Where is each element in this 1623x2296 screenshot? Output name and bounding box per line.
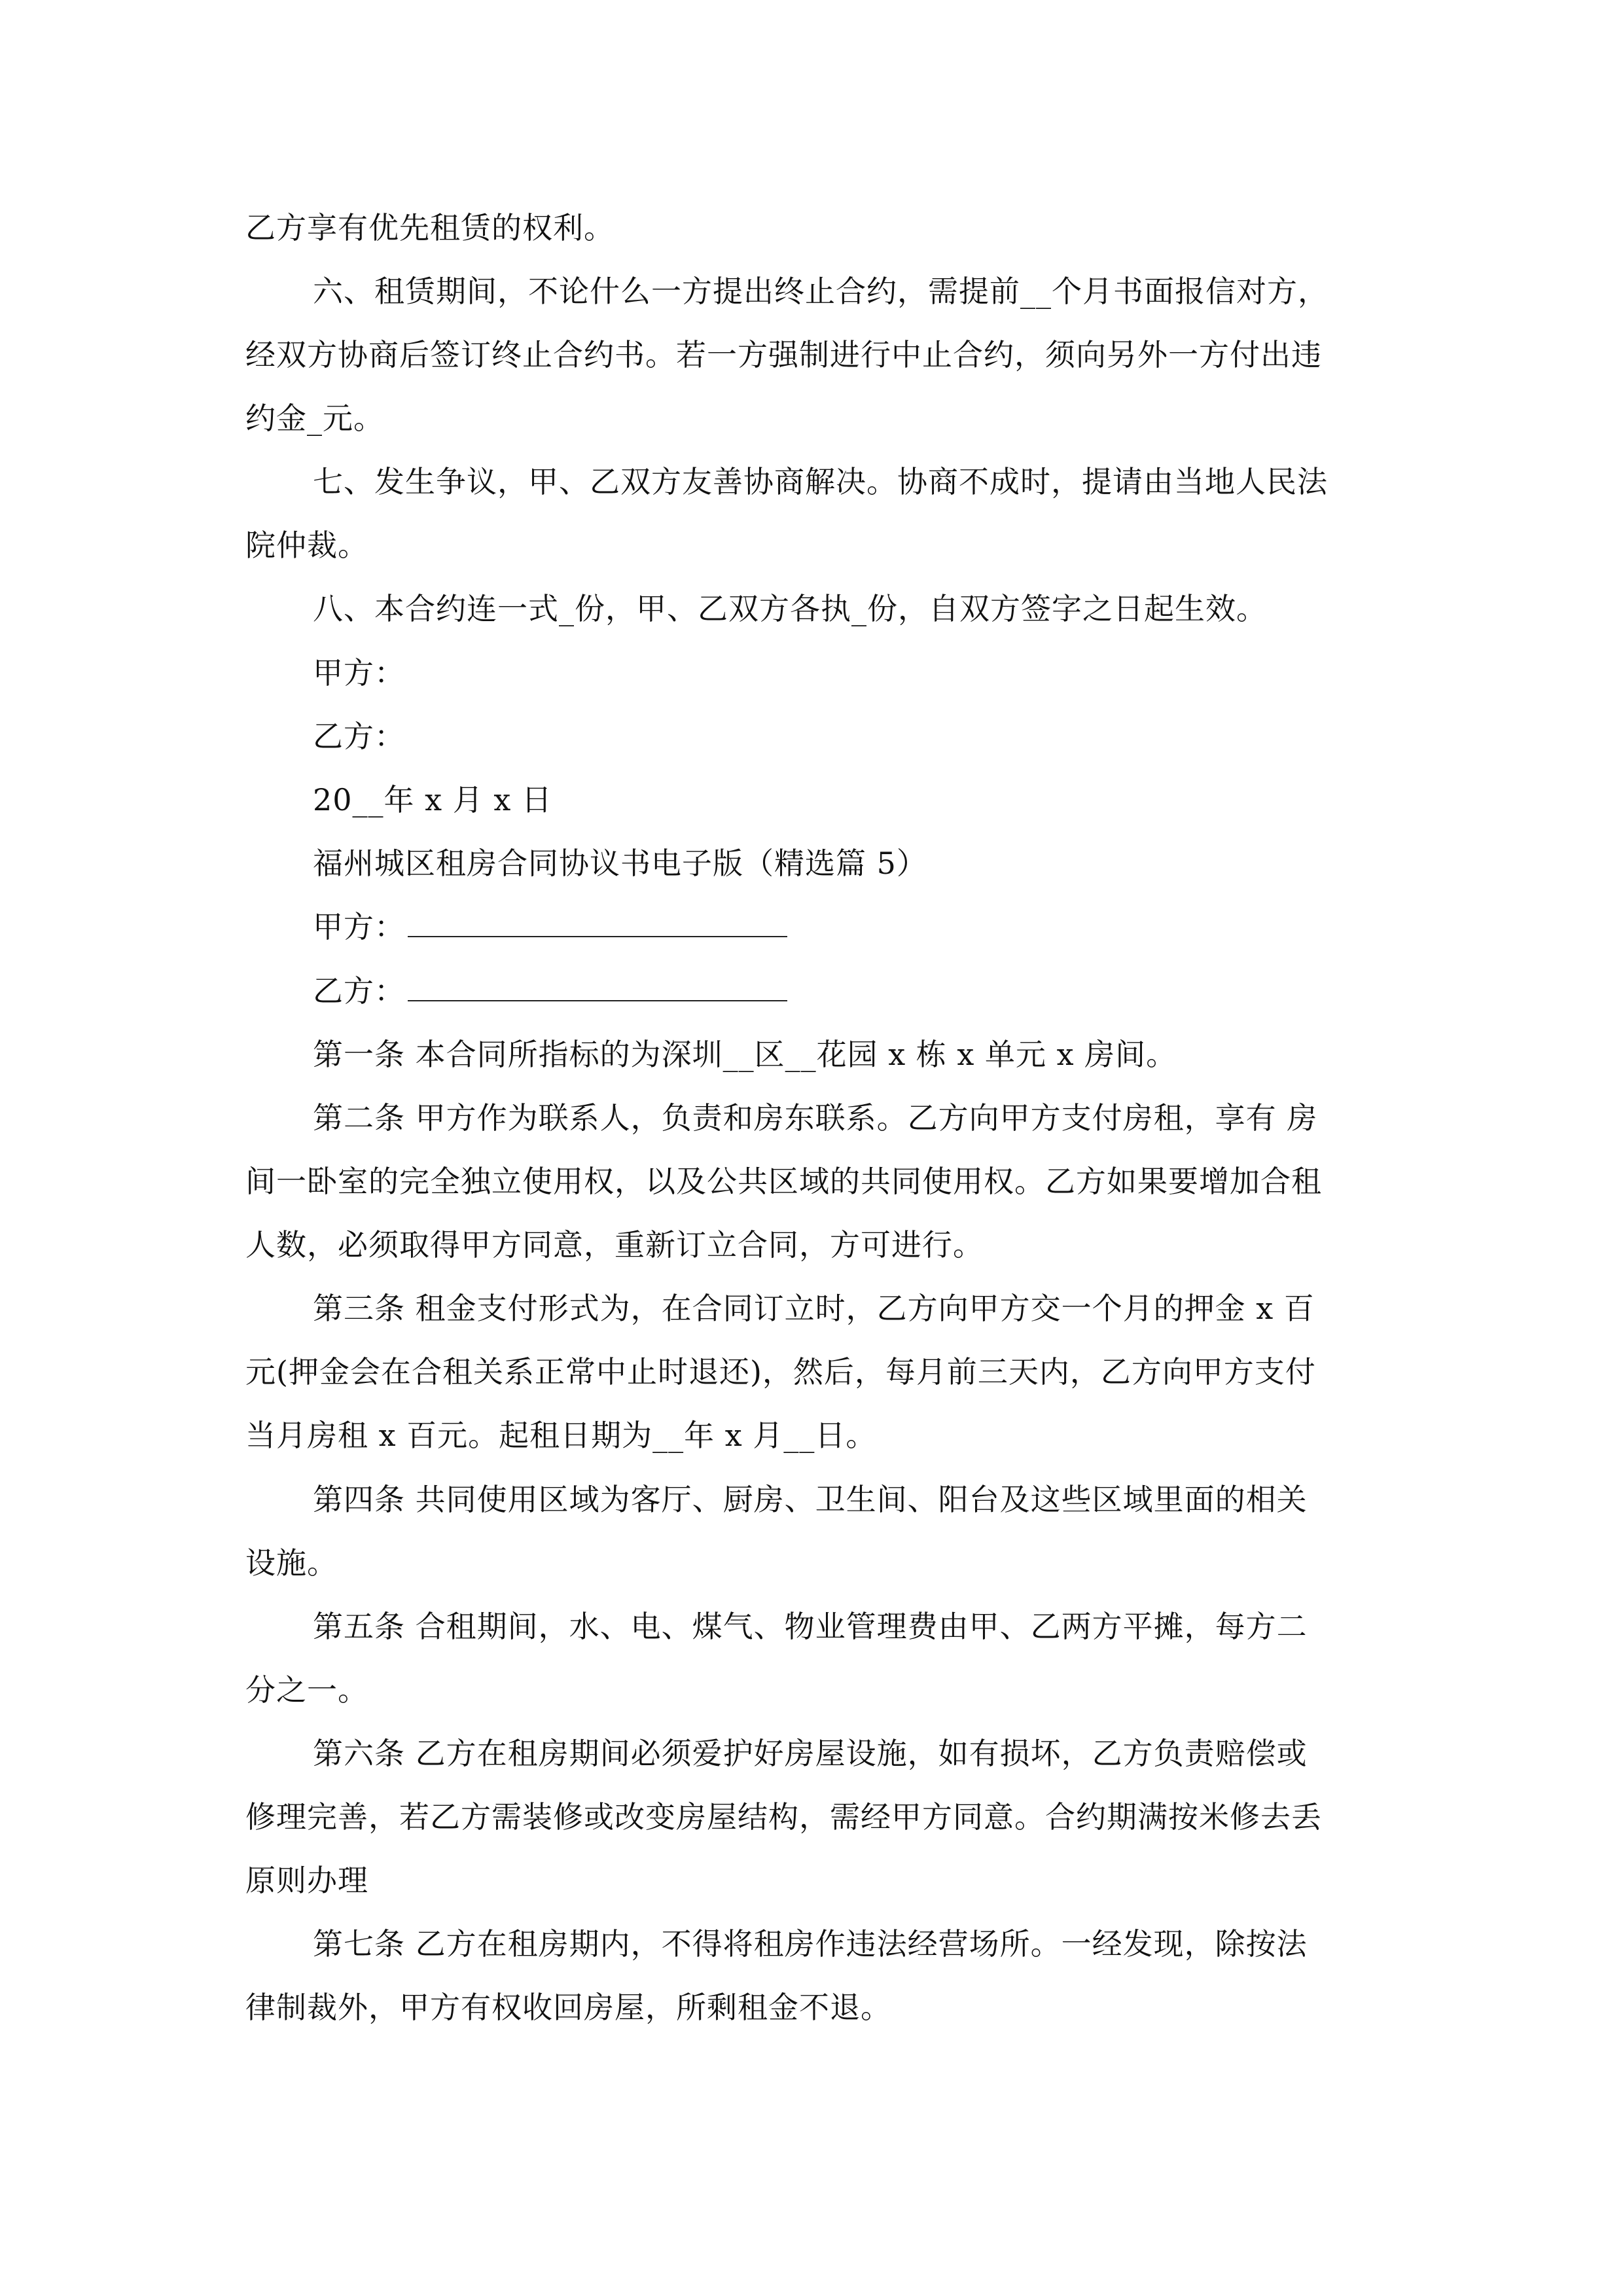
party-b-blank — [408, 974, 787, 1001]
text-line: 律制裁外，甲方有权收回房屋，所剩租金不退。 — [245, 1990, 891, 2025]
party-a-blank — [408, 910, 787, 937]
text-line: 第二条 甲方作为联系人，负责和房东联系。乙方向甲方支付房租，享有 房 — [313, 1100, 1318, 1136]
text-line: 第六条 乙方在租房期间必须爱护好房屋设施，如有损坏，乙方负责赔偿或 — [313, 1736, 1308, 1771]
text-line: 六、租赁期间，不论什么一方提出终止合约，需提前__个月书面报信对方， — [313, 274, 1329, 309]
text-line: 经双方协商后签订终止合约书。若一方强制进行中止合约，须向另外一方付出违 — [245, 337, 1322, 372]
text-line: 乙方： — [313, 719, 405, 754]
party-a-label: 甲方： — [313, 909, 405, 944]
text-line: 第四条 共同使用区域为客厅、厨房、卫生间、阳台及这些区域里面的相关 — [313, 1482, 1308, 1517]
text-line: 第五条 合租期间，水、电、煤气、物业管理费由甲、乙两方平摊，每方二 — [313, 1609, 1308, 1644]
text-line: 院仲裁。 — [245, 528, 368, 563]
party-b-row — [313, 971, 787, 1011]
section-heading: 福州城区租房合同协议书电子版（精选篇 5） — [313, 846, 927, 881]
text-line: 乙方享有优先租赁的权利。 — [245, 210, 615, 245]
text-line: 设施。 — [245, 1545, 338, 1581]
text-line: 元(押金会在合租关系正常中止时退还)，然后，每月前三天内，乙方向甲方支付 — [245, 1354, 1316, 1390]
text-line: 第七条 乙方在租房期内，不得将租房作违法经营场所。一经发现，除按法 — [313, 1926, 1308, 1962]
text-line: 八、本合约连一式_份，甲、乙双方各执_份，自双方签字之日起生效。 — [313, 591, 1267, 626]
text-line: 间一卧室的完全独立使用权，以及公共区域的共同使用权。乙方如果要增加合租 — [245, 1164, 1322, 1199]
text-line: 原则办理 — [245, 1863, 368, 1898]
text-line: 20__年 x 月 x 日 — [313, 782, 552, 817]
text-line: 修理完善，若乙方需装修或改变房屋结构，需经甲方同意。合约期满按米修去丢 — [245, 1799, 1322, 1835]
text-line: 当月房租 x 百元。起租日期为__年 x 月__日。 — [245, 1418, 877, 1453]
text-line: 约金_元。 — [245, 401, 384, 436]
text-line: 七、发生争议，甲、乙双方友善协商解决。协商不成时，提请由当地人民法 — [313, 464, 1328, 499]
text-line: 分之一。 — [245, 1672, 368, 1708]
text-line: 人数，必须取得甲方同意，重新订立合同，方可进行。 — [245, 1227, 984, 1263]
text-line: 甲方： — [313, 655, 405, 691]
party-b-label: 乙方： — [313, 973, 405, 1009]
text-line: 第三条 租金支付形式为，在合同订立时，乙方向甲方交一个月的押金 x 百 — [313, 1291, 1315, 1326]
party-a-row — [313, 907, 787, 946]
text-line: 第一条 本合同所指标的为深圳__区__花园 x 栋 x 单元 x 房间。 — [313, 1037, 1177, 1072]
